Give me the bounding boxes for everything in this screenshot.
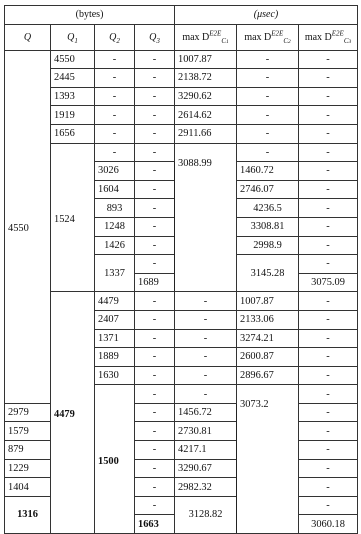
q-value-cell: 4479 <box>51 292 95 534</box>
d2-cell: - <box>299 385 358 404</box>
d2-cell: 1460.72 <box>237 162 299 181</box>
q3-cell: - <box>175 292 237 311</box>
q2-cell: - <box>135 329 175 348</box>
d2-cell: 2730.81 <box>175 422 237 441</box>
col-header-q3: $Q_3$ <box>135 24 175 50</box>
q3-cell: - <box>135 162 175 181</box>
d1-subgroup-cell: 3073.2 <box>237 385 299 534</box>
d1-cell: 2614.62 <box>175 106 237 125</box>
d2-cell: 1456.72 <box>175 403 237 422</box>
d3-cell: - <box>299 124 358 143</box>
d3-cell: - <box>299 403 358 422</box>
q1-cell: 4550 <box>51 50 95 69</box>
q1-cell: 4479 <box>95 292 135 311</box>
d2-cell: 3145.28 <box>237 255 299 292</box>
d3-cell: - <box>299 478 358 497</box>
q1-cell: 1630 <box>95 366 135 385</box>
q2-cell: - <box>95 69 135 88</box>
d1-cell: 2133.06 <box>237 310 299 329</box>
table-row <box>5 292 358 311</box>
d3-cell: - <box>299 459 358 478</box>
q2-cell: - <box>95 124 135 143</box>
q3-cell: - <box>175 329 237 348</box>
d2-cell: - <box>237 87 299 106</box>
table-row <box>5 87 358 106</box>
d3-cell: - <box>299 50 358 69</box>
q3-cell: - <box>135 459 175 478</box>
d2-cell: 2998.9 <box>237 236 299 255</box>
q2-cell: 3026 <box>95 162 135 181</box>
q3-cell: - <box>135 403 175 422</box>
group-usec-header: (μsec) <box>175 6 358 25</box>
q3-cell: - <box>135 496 175 515</box>
table-row <box>5 69 358 88</box>
q3-cell: - <box>175 310 237 329</box>
col-header-max-d-c1: $\max D^{E2E}_{C1}$ <box>175 24 237 50</box>
q3-cell: - <box>135 441 175 460</box>
col-header-q1: $Q_1$ <box>51 24 95 50</box>
d3-cell: - <box>299 199 358 218</box>
q3-cell: - <box>135 255 175 274</box>
q2-cell: 2979 <box>5 403 51 422</box>
d1-cell: 1007.87 <box>237 292 299 311</box>
q3-cell: - <box>135 180 175 199</box>
d3-cell: - <box>299 422 358 441</box>
d2-cell: - <box>237 143 299 162</box>
d2-cell: - <box>237 124 299 143</box>
q3-cell: - <box>135 87 175 106</box>
d3-cell: - <box>299 236 358 255</box>
q3-cell: - <box>135 143 175 162</box>
d3-cell: - <box>299 255 358 274</box>
q1-cell: 1919 <box>51 106 95 125</box>
d3-cell: - <box>299 106 358 125</box>
group-bytes-header: (bytes) <box>5 6 175 25</box>
q3-cell: - <box>175 385 237 404</box>
d2-cell: 3128.82 <box>175 496 237 533</box>
d1-cell: 1007.87 <box>175 50 237 69</box>
q2-cell: - <box>135 366 175 385</box>
d2-cell: 2746.07 <box>237 180 299 199</box>
q3-cell: - <box>135 236 175 255</box>
d1-subgroup-cell: 3088.99 <box>175 143 237 292</box>
d1-cell: 2138.72 <box>175 69 237 88</box>
d2-cell: - <box>237 106 299 125</box>
q2-cell: - <box>135 348 175 367</box>
q1-cell: 2407 <box>95 310 135 329</box>
q3-cell: - <box>175 366 237 385</box>
d2-cell: 4217.1 <box>175 441 237 460</box>
d2-cell: 4236.5 <box>237 199 299 218</box>
col-header-max-d-c3: $\max D^{E2E}_{C3}$ <box>299 24 358 50</box>
q3-cell: - <box>135 106 175 125</box>
d2-cell: - <box>299 348 358 367</box>
d3-cell: 3060.18 <box>299 515 358 534</box>
q2-cell: - <box>95 87 135 106</box>
q1-cell: 1393 <box>51 87 95 106</box>
results-table-container <box>4 5 357 534</box>
q1-cell: 2445 <box>51 69 95 88</box>
q1-cell: 1371 <box>95 329 135 348</box>
q2-cell: 1229 <box>5 459 51 478</box>
table-row <box>5 124 358 143</box>
q3-cell: 1689 <box>135 273 175 292</box>
q2-cell: 1426 <box>95 236 135 255</box>
q2-cell: - <box>135 310 175 329</box>
q3-cell: - <box>175 348 237 367</box>
q2-cell: - <box>95 143 135 162</box>
table-row <box>5 50 358 69</box>
d2-cell: 3308.81 <box>237 217 299 236</box>
d3-cell: - <box>299 180 358 199</box>
q2-cell: 1579 <box>5 422 51 441</box>
q3-cell: - <box>135 478 175 497</box>
q2-cell: 1248 <box>95 217 135 236</box>
q3-cell: - <box>135 422 175 441</box>
q1-subgroup-cell: 1524 <box>51 143 95 292</box>
d2-cell: - <box>299 292 358 311</box>
d2-cell: - <box>299 329 358 348</box>
q2-cell: - <box>95 50 135 69</box>
d1-cell: 2911.66 <box>175 124 237 143</box>
q3-cell: - <box>135 50 175 69</box>
d2-cell: - <box>299 366 358 385</box>
q2-cell: - <box>135 385 175 404</box>
q1-cell: 1889 <box>95 348 135 367</box>
q2-cell: 893 <box>95 199 135 218</box>
d2-cell: - <box>237 50 299 69</box>
d3-cell: - <box>299 162 358 181</box>
q3-cell: - <box>135 69 175 88</box>
q-value-cell: 4550 <box>5 50 51 403</box>
d1-cell: 3274.21 <box>237 329 299 348</box>
d1-cell: 2600.87 <box>237 348 299 367</box>
q1-subgroup-cell: 1500 <box>95 385 135 534</box>
q2-cell: 1316 <box>5 496 51 533</box>
column-header-row <box>5 24 358 50</box>
col-header-q: Q <box>5 24 51 50</box>
d3-cell: - <box>299 69 358 88</box>
d3-cell: - <box>299 496 358 515</box>
q2-cell: 1404 <box>5 478 51 497</box>
table-row <box>5 106 358 125</box>
q3-cell: - <box>135 199 175 218</box>
q3-cell: 1663 <box>135 515 175 534</box>
d2-cell: - <box>237 69 299 88</box>
header-group-row <box>5 6 358 25</box>
d3-cell: - <box>299 143 358 162</box>
q2-cell: 1604 <box>95 180 135 199</box>
q2-cell: 879 <box>5 441 51 460</box>
d3-cell: - <box>299 441 358 460</box>
d3-cell: - <box>299 87 358 106</box>
d2-cell: 2982.32 <box>175 478 237 497</box>
col-header-q2: $Q_2$ <box>95 24 135 50</box>
q3-cell: - <box>135 217 175 236</box>
d2-cell: 3290.67 <box>175 459 237 478</box>
q2-cell: - <box>135 292 175 311</box>
d3-cell: - <box>299 217 358 236</box>
d1-cell: 3290.62 <box>175 87 237 106</box>
q3-cell: - <box>135 124 175 143</box>
d1-cell: 2896.67 <box>237 366 299 385</box>
q2-cell: 1337 <box>95 255 135 292</box>
q2-cell: - <box>95 106 135 125</box>
col-header-max-d-c2: $\max D^{E2E}_{C2}$ <box>237 24 299 50</box>
table-row <box>5 143 358 162</box>
q1-cell: 1656 <box>51 124 95 143</box>
d2-cell: - <box>299 310 358 329</box>
d3-cell: 3075.09 <box>299 273 358 292</box>
results-table <box>4 5 358 534</box>
